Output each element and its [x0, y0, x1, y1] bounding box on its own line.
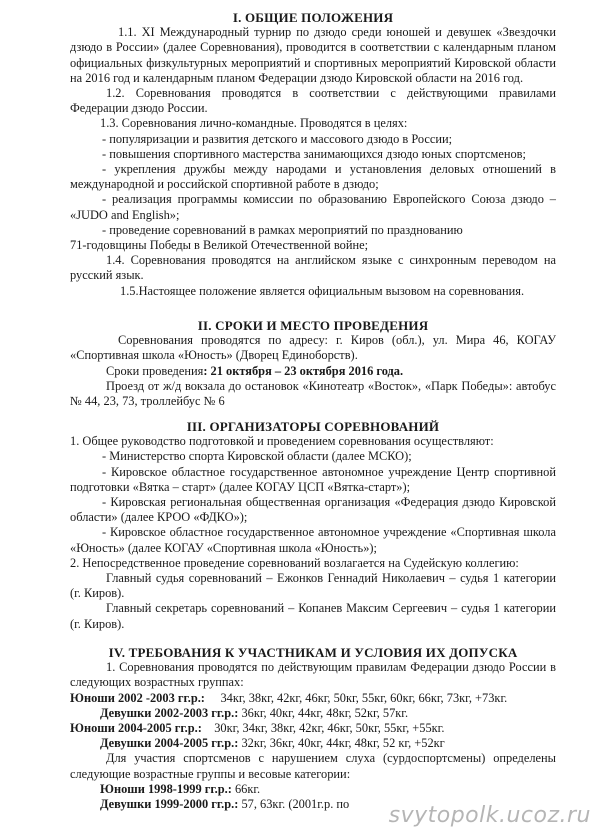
goal-item: - популяризации и развития детского и массового дзюдо в России;: [102, 131, 453, 146]
watermark: svytopolk.ucoz.ru: [388, 802, 591, 828]
section-organizers: [70, 419, 556, 632]
weight-categories: 30кг, 34кг, 38кг, 42кг, 46кг, 50кг, 55кг, +55кг.: [214, 721, 445, 736]
age-group-label: Девушки 2002-2003 гг.р.:: [100, 705, 239, 720]
paragraph: Главный судья соревнований – Ежонков Геннадий Николаевич – судья 1 категории (г. Киров).: [70, 571, 556, 601]
goal-item: - укрепления дружбы между народами и установления деловых отношений в международной и российской спортивной работе в дзюдо;: [70, 162, 556, 192]
weight-categories: 36кг, 40кг, 44кг, 48кг, 52кг, 57кг.: [238, 705, 409, 720]
weight-row: [70, 782, 556, 797]
organizer-item: - Министерство спорта Кировской области (далее МСКО);: [102, 449, 412, 464]
goal-item: - реализация программы комиссии по образованию Европейского Союза дзюдо – «JUDO and English»;: [70, 192, 556, 222]
paragraph: Главный секретарь соревнований – Копанев Максим Сергеевич – судья 1 категории (г. Киров).: [70, 601, 556, 631]
section-dates-place: [70, 318, 556, 409]
weight-row: [70, 691, 556, 706]
paragraph: Соревнования проводятся по адресу: г. Киров (обл.), ул. Мира 46, КОГАУ «Спортивная школа «Юность» (Дворец Единоборств).: [70, 333, 556, 363]
paragraph: Для участия спортсменов с нарушением слуха (сурдоспортсмены) определены следующие возрастные группы и весовые категории:: [70, 751, 556, 781]
dates-paragraph: [70, 364, 556, 379]
age-group-label: Юноши 2004-2005 гг.р.:: [70, 721, 202, 736]
age-group-label: Юноши 2002 -2003 гг.р.:: [70, 690, 205, 705]
age-group-label: Девушки 1999-2000 гг.р.:: [100, 797, 239, 812]
organizer-item: - Кировская региональная общественная организация «Федерация дзюдо Кировской области» (далее КРОО «ФДКО»);: [70, 495, 556, 525]
paragraph: 2. Непосредственное проведение соревнований возлагается на Судейскую коллегию:: [70, 555, 519, 570]
paragraph: 1.4. Соревнования проводятся на английском языке с синхронным переводом на русский язык.: [70, 253, 556, 283]
paragraph: 1. Общее руководство подготовкой и проведением соревнования осуществляют:: [70, 434, 494, 449]
section-requirements: [70, 645, 556, 812]
weight-row: [70, 721, 556, 736]
goal-item: - проведение соревнований в рамках мероприятий по празднованию: [102, 222, 463, 237]
weight-categories: 66кг.: [231, 781, 261, 796]
weight-row: [70, 706, 556, 721]
weight-categories: 32кг, 36кг, 40кг, 44кг, 48кг, 52 кг, +52кг: [238, 736, 445, 751]
dates-value: : 21 октября – 23 октября 2016 года.: [203, 363, 404, 378]
weight-categories: 34кг, 38кг, 42кг, 46кг, 50кг, 55кг, 60кг, 66кг, 73кг, +73кг.: [220, 690, 508, 705]
goal-item: - повышения спортивного мастерства занимающихся дзюдо юных спортсменов;: [102, 146, 526, 161]
paragraph: 1. Соревнования проводятся по действующим правилам Федерации дзюдо России в следующих возрастных группах:: [70, 660, 556, 690]
dates-label: Сроки проведения: [106, 363, 204, 378]
paragraph: 1.2. Соревнования проводятся в соответствии с действующими правилами Федерации дзюдо России.: [70, 86, 556, 116]
age-group-label: Девушки 2004-2005 гг.р.:: [100, 736, 239, 751]
goal-item-continuation: 71-годовщины Победы в Великой Отечественной войне;: [70, 238, 369, 253]
weight-categories: 57, 63кг. (2001г.р. по: [238, 797, 350, 812]
section-title: IV. ТРЕБОВАНИЯ К УЧАСТНИКАМ И УСЛОВИЯ ИХ ДОПУСКА: [108, 645, 518, 660]
section-title: I. ОБЩИЕ ПОЛОЖЕНИЯ: [232, 10, 394, 25]
age-group-label: Юноши 1998-1999 гг.р.:: [100, 781, 232, 796]
section-general: [70, 10, 556, 299]
paragraph: Проезд от ж/д вокзала до остановок «Кинотеатр «Восток», «Парк Победы»: автобус № 44, 23, 73, троллейбус № 6: [70, 378, 556, 409]
organizer-item: - Кировское областное государственное автономное учреждение «Спортивная школа «Юность» (далее КОГАУ «Спортивная школа «Юность»);: [70, 525, 556, 555]
section-title: II. СРОКИ И МЕСТО ПРОВЕДЕНИЯ: [197, 318, 429, 333]
paragraph: 1.5.Настоящее положение является официальным вызовом на соревнования.: [120, 283, 525, 298]
paragraph: 1.1. XI Международный турнир по дзюдо среди юношей и девушек «Звездочки дзюдо в России» (далее Соревнования), проводится в соответствии с календарным планом официальных физкультурных мероприятий и спортивных мероприятий Кировской области на 2016 год и календарным планом Федерации дзюдо Кировской области на 2016 год.: [70, 25, 556, 85]
paragraph: 1.3. Соревнования лично-командные. Проводятся в целях:: [100, 116, 408, 131]
organizer-item: - Кировское областное государственное автономное учреждение Центр спортивной подготовки «Вятка – старт» (далее КОГАУ ЦСП «Вятка-старт»);: [70, 464, 556, 494]
weight-row: [70, 736, 556, 751]
section-title: III. ОРГАНИЗАТОРЫ СОРЕВНОВАНИЙ: [186, 419, 440, 434]
